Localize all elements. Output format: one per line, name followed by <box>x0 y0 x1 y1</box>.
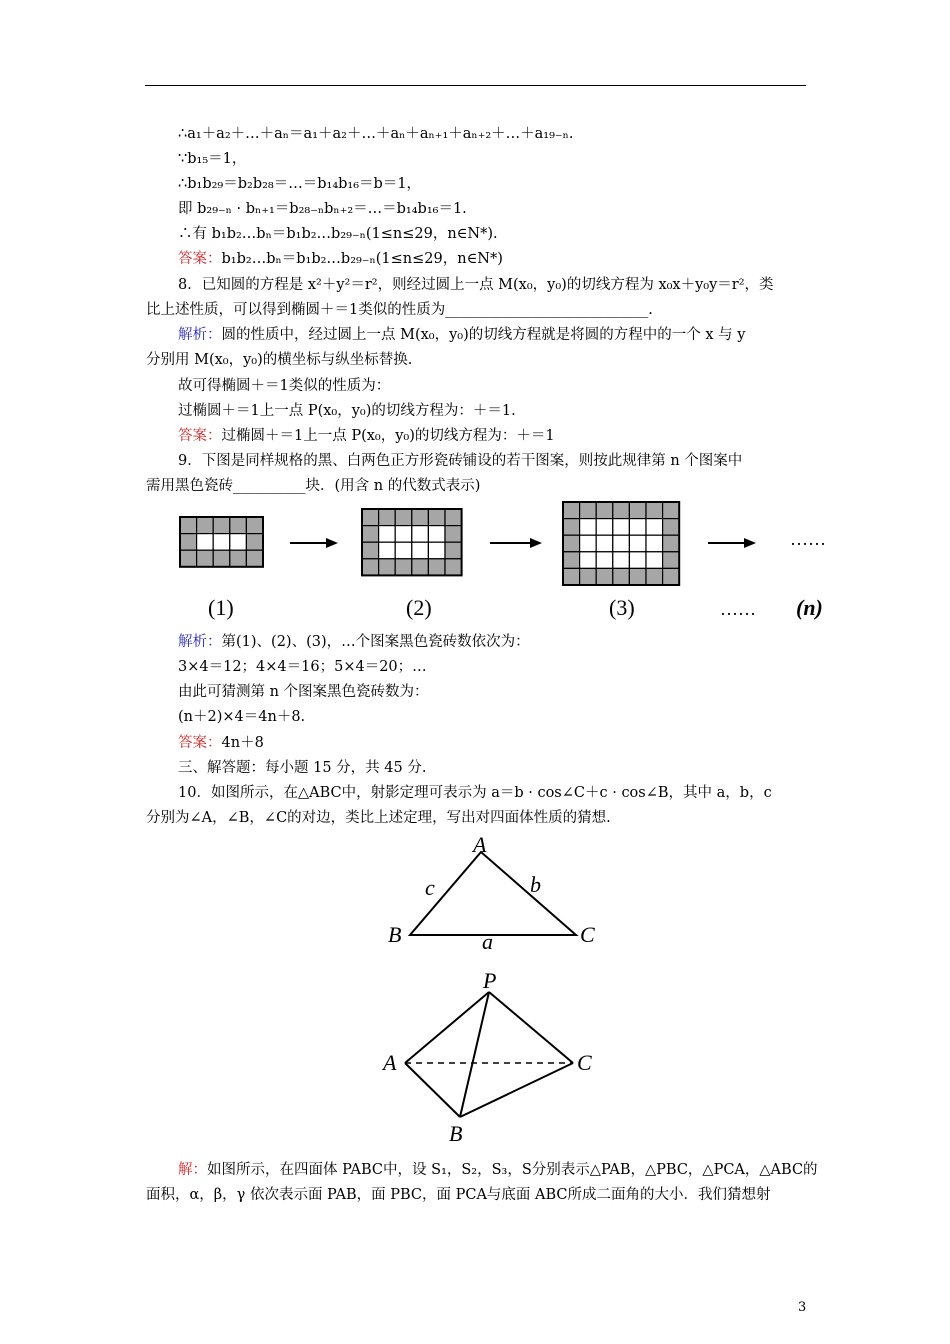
pattern-label-3: (3) <box>609 595 635 620</box>
black-tile <box>563 552 580 569</box>
black-tile <box>197 517 214 534</box>
white-tile <box>613 552 630 569</box>
black-tile <box>663 502 680 519</box>
black-tile <box>428 509 445 526</box>
white-tile <box>395 526 412 543</box>
line-text: 过椭圆＋＝1上一点 P(x₀，y₀)的切线方程为：＋＝1 <box>221 428 555 444</box>
vertex-c: C <box>580 922 595 947</box>
black-tile <box>445 559 462 576</box>
tile-pattern-1 <box>180 517 263 567</box>
header-rule <box>145 85 806 86</box>
text-line <box>178 325 745 345</box>
black-tile <box>563 535 580 552</box>
black-tile <box>580 502 597 519</box>
white-tile <box>629 519 646 536</box>
black-tile <box>395 509 412 526</box>
black-tile <box>213 517 230 534</box>
line-text: 圆的性质中，经过圆上一点 M(x₀，y₀)的切线方程就是将圆的方程中的一个 x 与 y <box>221 327 746 343</box>
white-tile <box>379 526 396 543</box>
line-text: 如图所示，在四面体 PABC中，设 S₁，S₂，S₃，S分别表示△PAB，△PBC，△PCA，△ABC的 <box>207 1162 818 1178</box>
text-line <box>146 476 480 496</box>
black-tile <box>596 502 613 519</box>
tile-pattern-3 <box>563 502 679 585</box>
black-tile <box>246 550 263 567</box>
text-line <box>178 426 555 446</box>
page-number: 3 <box>798 1300 807 1315</box>
black-tile <box>613 568 630 585</box>
line-text: 第(1)、(2)、(3)，…个图案黑色瓷砖数依次为： <box>221 634 530 650</box>
line-text: 三、解答题：每小题 15 分，共 45 分. <box>178 760 427 776</box>
text-line <box>146 808 611 828</box>
black-tile <box>596 568 613 585</box>
black-tile <box>362 542 379 559</box>
white-tile <box>629 552 646 569</box>
answer-label: 答案： <box>178 251 222 267</box>
black-tile <box>445 509 462 526</box>
black-tile <box>180 550 197 567</box>
white-tile <box>580 519 597 536</box>
text-line <box>146 300 653 320</box>
text-line <box>178 124 573 144</box>
line-text: (n＋2)×4＝4n＋8. <box>178 709 306 725</box>
line-text: 4n＋8 <box>221 735 264 751</box>
black-tile <box>663 552 680 569</box>
text-line <box>178 707 305 727</box>
text-line <box>178 758 426 778</box>
line-text: 9．下图是同样规格的黑、白两色正方形瓷砖铺设的若干图案，则按此规律第 n 个图案中 <box>178 453 743 469</box>
line-text: 分别用 M(x₀，y₀)的横坐标与纵坐标替换. <box>146 352 413 368</box>
black-tile <box>412 509 429 526</box>
vertex-c-tetra: C <box>577 1050 592 1075</box>
line-text: 分别为∠A，∠B，∠C的对边，类比上述定理，写出对四面体性质的猜想. <box>146 810 611 826</box>
black-tile <box>613 502 630 519</box>
pattern-label-n: (n) <box>796 595 823 620</box>
black-tile <box>428 559 445 576</box>
side-c: c <box>425 875 435 900</box>
line-text: ∴b₁b₂₉＝b₂b₂₈＝…＝b₁₄b₁₆＝b＝1， <box>178 176 422 192</box>
white-tile <box>629 535 646 552</box>
black-tile <box>445 526 462 543</box>
black-tile <box>230 517 247 534</box>
trailing-dots: …… <box>790 529 826 549</box>
black-tile <box>379 509 396 526</box>
white-tile <box>580 535 597 552</box>
line-text: 由此可猜测第 n 个图案黑色瓷砖数为： <box>178 684 429 700</box>
tile-pattern-figure <box>170 495 850 630</box>
black-tile <box>629 502 646 519</box>
pattern-label-1: (1) <box>208 595 234 620</box>
black-tile <box>362 526 379 543</box>
text-line <box>178 149 246 169</box>
line-text: ∴有 b₁b₂…bₙ＝b₁b₂…b₂₉₋ₙ(1≤n≤29，n∈N*). <box>178 226 498 242</box>
line-text: 面积，α，β，γ 依次表示面 PAB，面 PBC，面 PCA与底面 ABC所成二面角的大小．我们猜想射 <box>146 1187 771 1203</box>
arrow-1 <box>290 538 338 548</box>
text-line <box>178 275 774 295</box>
white-tile <box>613 519 630 536</box>
vertex-b-tetra: B <box>449 1121 463 1145</box>
tetrahedron-figure <box>375 960 605 1145</box>
black-tile <box>180 517 197 534</box>
line-text: ∵b₁₅＝1， <box>178 151 247 167</box>
text-line <box>178 632 530 652</box>
white-tile <box>379 542 396 559</box>
line-text: b₁b₂…bₙ＝b₁b₂…b₂₉₋ₙ(1≤n≤29，n∈N*) <box>221 251 503 267</box>
white-tile <box>596 535 613 552</box>
white-tile <box>428 526 445 543</box>
pattern-label-2: (2) <box>406 595 432 620</box>
text-line <box>178 783 772 803</box>
line-text: 过椭圆＋＝1上一点 P(x₀，y₀)的切线方程为：＋＝1. <box>178 403 516 419</box>
black-tile <box>362 509 379 526</box>
white-tile <box>197 534 214 551</box>
black-tile <box>629 568 646 585</box>
arrow-3 <box>708 538 756 548</box>
black-tile <box>563 519 580 536</box>
black-tile <box>646 568 663 585</box>
answer-label: 解析： <box>178 634 222 650</box>
tile-pattern-2 <box>362 509 462 575</box>
white-tile <box>412 526 429 543</box>
text-line <box>178 682 429 702</box>
answer-label: 答案： <box>178 735 222 751</box>
white-tile <box>613 535 630 552</box>
text-line <box>178 401 516 421</box>
answer-label: 解析： <box>178 327 222 343</box>
black-tile <box>379 559 396 576</box>
black-tile <box>580 568 597 585</box>
line-text: 3×4＝12；4×4＝16；5×4＝20；… <box>178 659 427 675</box>
black-tile <box>563 502 580 519</box>
line-text: 即 b₂₉₋ₙ · bₙ₊₁＝b₂₈₋ₙbₙ₊₂＝…＝b₁₄b₁₆＝1. <box>178 201 467 217</box>
side-a: a <box>482 929 493 954</box>
white-tile <box>596 519 613 536</box>
text-line <box>146 1185 771 1205</box>
black-tile <box>663 519 680 536</box>
black-tile <box>395 559 412 576</box>
pattern-label-dots: …… <box>720 599 756 619</box>
line-text: 故可得椭圆＋＝1类似的性质为： <box>178 378 391 394</box>
text-line <box>178 174 421 194</box>
line-text: ∴a₁＋a₂＋…＋aₙ＝a₁＋a₂＋…＋aₙ＋aₙ₊₁＋aₙ₊₂＋…＋a₁₉₋ₙ. <box>178 126 574 142</box>
vertex-a: A <box>473 832 487 857</box>
text-line <box>178 199 467 219</box>
black-tile <box>563 568 580 585</box>
black-tile <box>663 568 680 585</box>
black-tile <box>445 542 462 559</box>
text-line <box>178 1160 818 1180</box>
answer-label: 答案： <box>178 428 222 444</box>
vertex-b: B <box>388 922 402 947</box>
arrow-2 <box>490 538 542 548</box>
answer-label: 解： <box>178 1162 207 1178</box>
text-line <box>178 249 503 269</box>
white-tile <box>646 519 663 536</box>
black-tile <box>362 559 379 576</box>
text-line <box>178 733 264 753</box>
black-tile <box>412 559 429 576</box>
triangle-abc <box>410 852 576 935</box>
white-tile <box>213 534 230 551</box>
white-tile <box>596 552 613 569</box>
black-tile <box>197 550 214 567</box>
white-tile <box>428 542 445 559</box>
text-line <box>146 350 412 370</box>
vertex-p: P <box>483 968 497 993</box>
tetrahedron-edges <box>405 992 573 1117</box>
black-tile <box>663 535 680 552</box>
line-text: 10．如图所示，在△ABC中，射影定理可表示为 a＝b · cos∠C＋c · cos∠B，其中 a，b，c <box>178 785 772 801</box>
white-tile <box>412 542 429 559</box>
black-tile <box>230 550 247 567</box>
black-tile <box>180 534 197 551</box>
white-tile <box>230 534 247 551</box>
side-b: b <box>530 872 541 897</box>
triangle-abc-figure <box>380 830 610 955</box>
text-line <box>178 376 390 396</box>
black-tile <box>246 534 263 551</box>
text-line <box>178 657 427 677</box>
white-tile <box>395 542 412 559</box>
line-text: 需用黑色瓷砖__________块．(用含 n 的代数式表示) <box>146 478 481 494</box>
vertex-a-tetra: A <box>383 1050 397 1075</box>
white-tile <box>580 552 597 569</box>
black-tile <box>646 502 663 519</box>
text-line <box>178 451 742 471</box>
white-tile <box>646 535 663 552</box>
line-text: 8．已知圆的方程是 x²＋y²＝r²，则经过圆上一点 M(x₀，y₀)的切线方程为 x₀x＋y₀y＝r²，类 <box>178 277 774 293</box>
line-text: 比上述性质，可以得到椭圆＋＝1类似的性质为____________________________. <box>146 302 653 318</box>
white-tile <box>646 552 663 569</box>
black-tile <box>213 550 230 567</box>
text-line <box>178 224 498 244</box>
black-tile <box>246 517 263 534</box>
